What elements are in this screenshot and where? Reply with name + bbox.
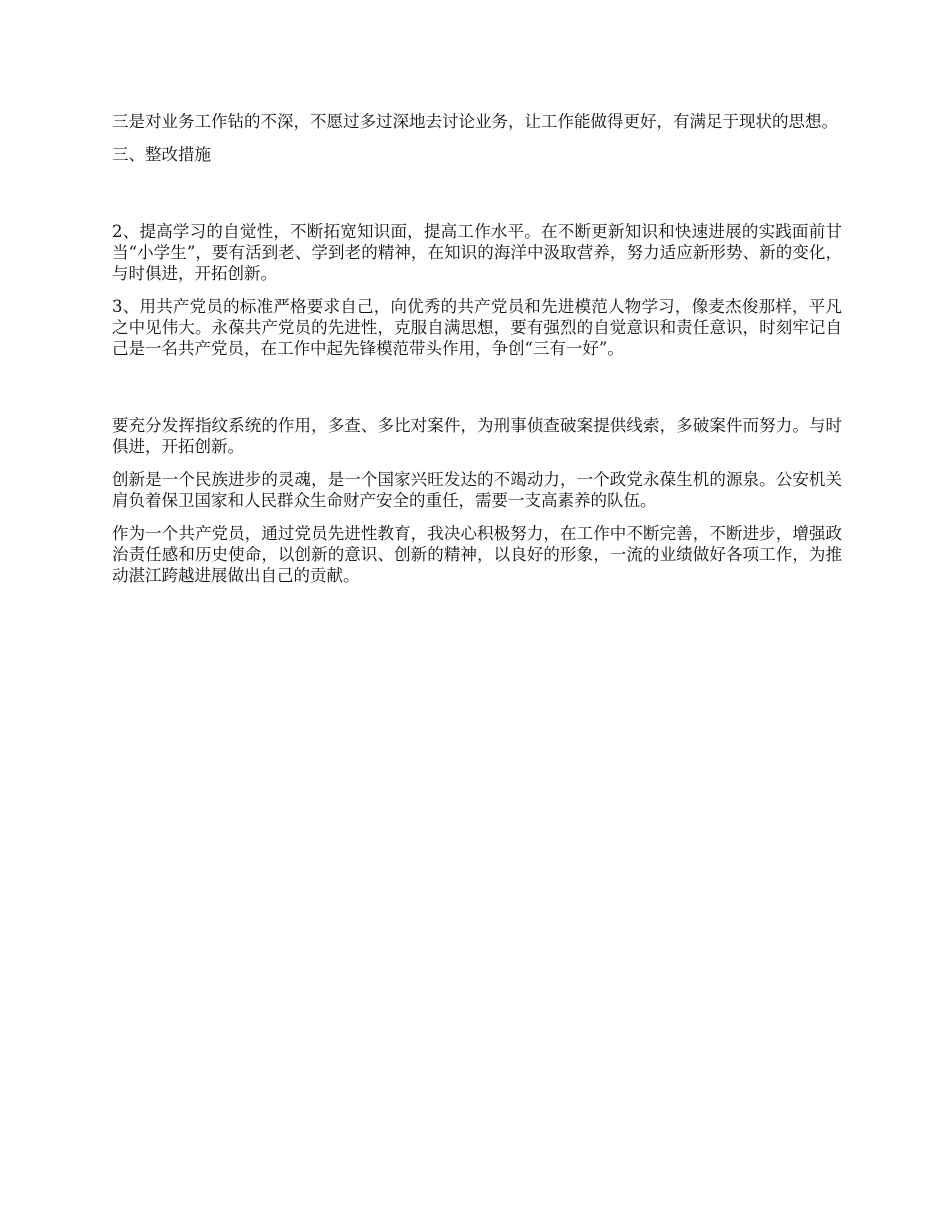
paragraph-measure-three: 3、用共产党员的标准严格要求自己，向优秀的共产党员和先进模范人物学习，像麦杰俊那样，平凡之中见伟大。永葆共产党员的先进性，克服自满思想，要有强烈的自觉意识和责任意识，时刻牢记自己是一名共产党员，在工作中起先锋模范带头作用，争创“三有一好”。	[112, 297, 842, 358]
paragraph-innovation: 创新是一个民族进步的灵魂，是一个国家兴旺发达的不竭动力，一个政党永葆生机的源泉。公安机关肩负着保卫国家和人民群众生命财产安全的重任，需要一支高素养的队伍。	[112, 470, 842, 510]
paragraph-conclusion: 作为一个共产党员，通过党员先进性教育，我决心积极努力，在工作中不断完善，不断进步，增强政治责任感和历史使命，以创新的意识、创新的精神，以良好的形象，一流的业绩做好各项工作，为推动湛江跨越进展做出自己的贡献。	[112, 524, 842, 585]
document-body	[112, 111, 842, 586]
paragraph-measure-two: 2、提高学习的自觉性，不断拓宽知识面，提高工作水平。在不断更新知识和快速进展的实践面前甘当“小学生”，要有活到老、学到老的精神，在知识的海洋中汲取营养，努力适应新形势、新的变化，与时俱进，开拓创新。	[112, 222, 842, 283]
section-heading-rectification: 三、整改措施	[112, 145, 211, 164]
paragraph-shortcoming-three: 三是对业务工作钻的不深，不愿过多过深地去讨论业务，让工作能做得更好，有满足于现状的思想。	[112, 112, 838, 131]
paragraph-fingerprint-system: 要充分发挥指纹系统的作用，多查、多比对案件，为刑事侦查破案提供线索，多破案件而努力。与时俱进，开拓创新。	[112, 416, 842, 456]
